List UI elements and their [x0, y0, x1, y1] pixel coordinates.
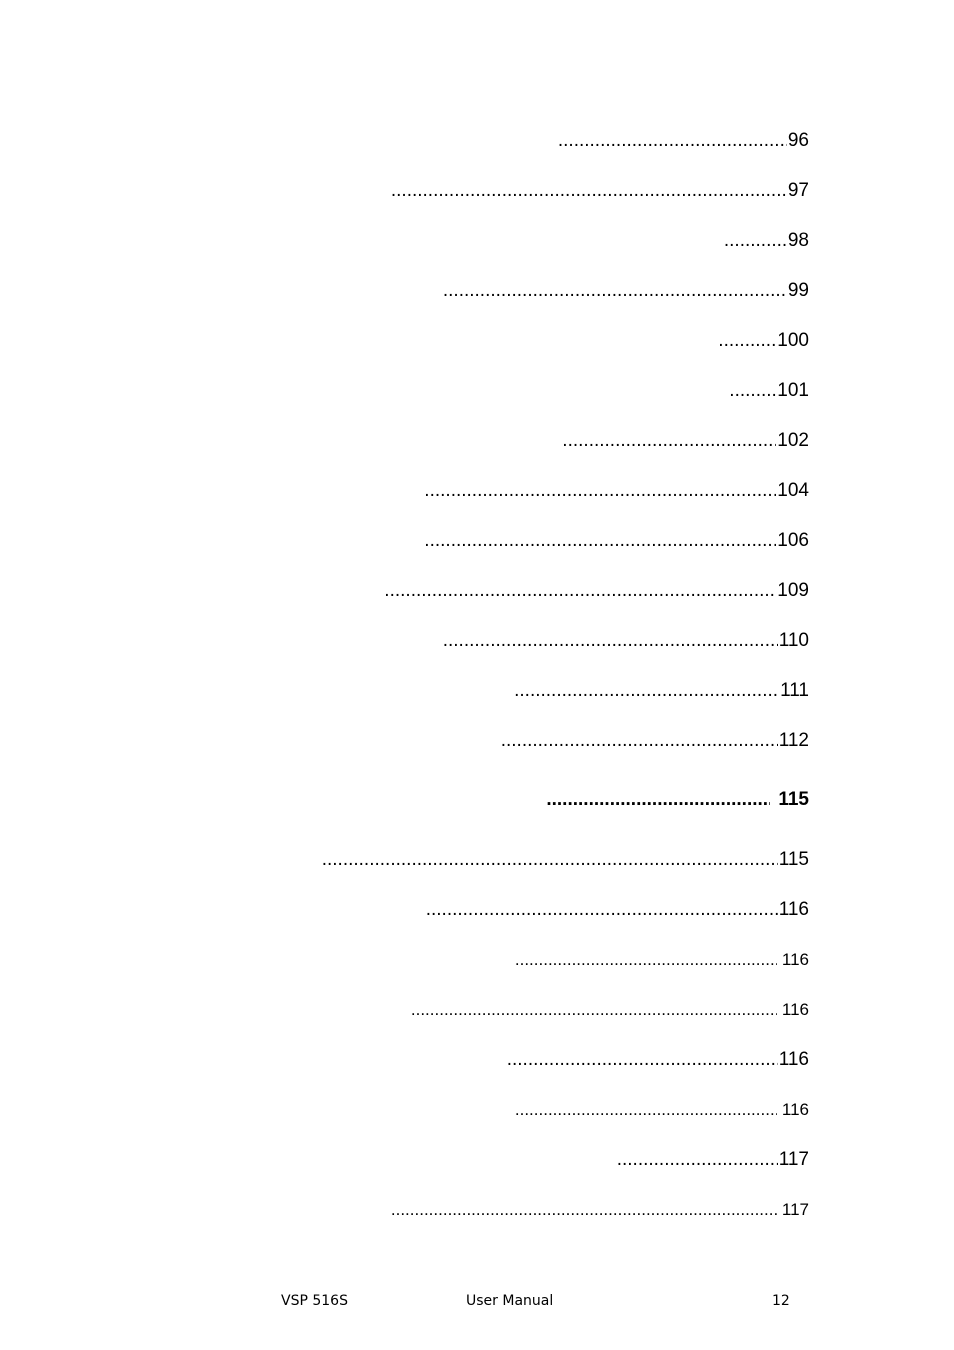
toc-page-number: 116 — [781, 1100, 809, 1119]
toc-page-number: 117 — [781, 1200, 809, 1219]
toc-leader — [562, 429, 776, 453]
toc-page-number: 116 — [778, 899, 809, 920]
toc-entry[interactable] — [718, 329, 809, 353]
toc-entry[interactable] — [515, 948, 809, 972]
toc-leader — [322, 848, 778, 872]
toc-page-number: 99 — [787, 280, 809, 301]
toc-leader — [443, 279, 787, 303]
toc-entry[interactable] — [322, 848, 809, 872]
toc-page-number: 117 — [778, 1149, 809, 1170]
toc-page-number: 97 — [787, 180, 809, 201]
toc-entry[interactable] — [426, 898, 809, 922]
toc-chapter-entry[interactable] — [546, 788, 809, 812]
toc-entry[interactable] — [391, 1198, 809, 1222]
toc-leader — [424, 479, 776, 503]
toc-page-number: 115 — [778, 789, 809, 810]
toc-page-number: 102 — [777, 430, 809, 451]
toc-leader — [718, 329, 776, 353]
toc-leader — [411, 998, 777, 1022]
toc-page-number: 106 — [777, 530, 809, 551]
toc-page-number: 109 — [777, 580, 809, 601]
toc-leader — [391, 1198, 777, 1222]
toc-page-number: 115 — [778, 849, 809, 870]
toc-page-number: 110 — [778, 630, 809, 651]
toc-leader — [391, 179, 787, 203]
toc-leader — [515, 948, 777, 972]
page-footer — [0, 1290, 954, 1312]
toc-entry[interactable] — [617, 1148, 809, 1172]
toc-leader — [426, 898, 778, 922]
toc-leader — [514, 679, 779, 703]
toc-page-number: 96 — [787, 130, 809, 151]
toc-entry[interactable] — [514, 679, 809, 703]
toc-entry[interactable] — [562, 429, 809, 453]
toc-leader — [546, 788, 770, 812]
toc-page-number: 101 — [777, 380, 809, 401]
toc-entry[interactable] — [411, 998, 809, 1022]
toc-page-number: 116 — [778, 1049, 809, 1070]
toc-page-number: 111 — [780, 680, 809, 701]
toc-page-number: 116 — [781, 1000, 809, 1019]
toc-entry[interactable] — [729, 379, 809, 403]
footer-document-title: User Manual — [466, 1293, 554, 1309]
toc-leader — [384, 579, 776, 603]
toc-leader — [507, 1048, 778, 1072]
footer-page-number: 12 — [772, 1293, 790, 1309]
toc-leader — [424, 529, 776, 553]
toc-page-number: 104 — [777, 480, 809, 501]
toc-entry[interactable] — [515, 1098, 809, 1122]
toc-leader — [515, 1098, 777, 1122]
toc-page-number: 116 — [781, 950, 809, 969]
toc-leader — [724, 229, 787, 253]
toc-leader — [558, 129, 787, 153]
toc-entry[interactable] — [424, 529, 809, 553]
toc-leader — [729, 379, 776, 403]
toc-entry[interactable] — [424, 479, 809, 503]
toc-page-number: 100 — [777, 330, 809, 351]
toc-page-number: 98 — [787, 230, 809, 251]
toc-entry[interactable] — [724, 229, 809, 253]
toc-leader — [501, 729, 778, 753]
toc-entry[interactable] — [501, 729, 809, 753]
toc-entry[interactable] — [391, 179, 809, 203]
toc-leader — [443, 629, 778, 653]
toc-entry[interactable] — [443, 629, 809, 653]
footer-product-name: VSP 516S — [281, 1293, 348, 1309]
toc-page-number: 112 — [778, 730, 809, 751]
toc-leader — [617, 1148, 778, 1172]
toc-entry[interactable] — [507, 1048, 809, 1072]
toc-entry[interactable] — [443, 279, 809, 303]
toc-entry[interactable] — [558, 129, 809, 153]
toc-entry[interactable] — [384, 579, 809, 603]
